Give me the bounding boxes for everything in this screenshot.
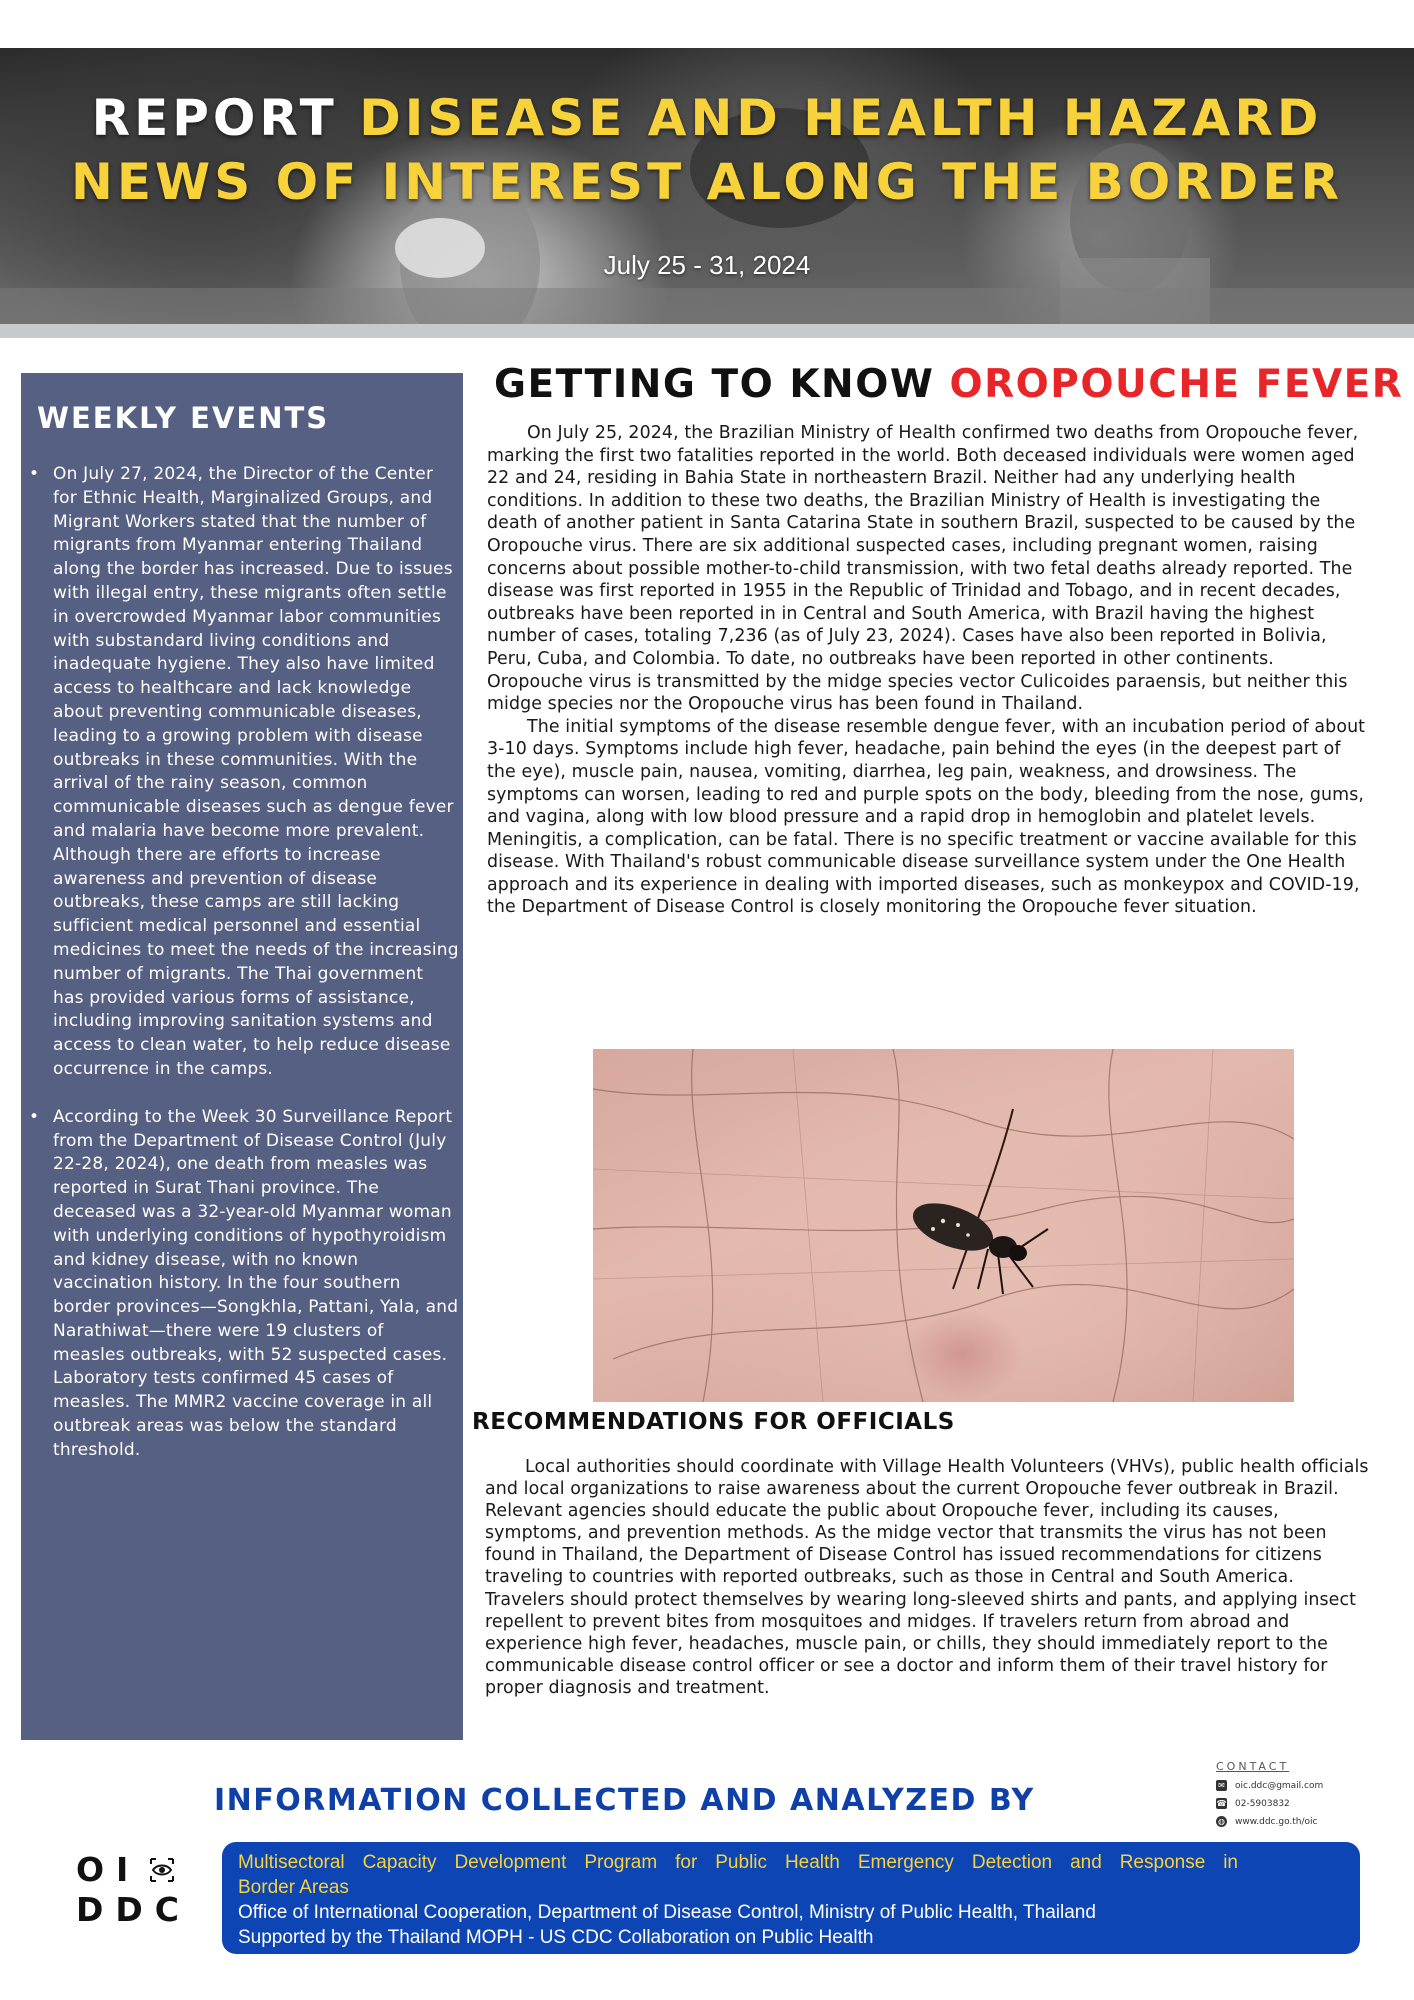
contact-block bbox=[1216, 1760, 1386, 1827]
weekly-events-heading: WEEKLY EVENTS bbox=[37, 401, 330, 435]
list-item: • According to the Week 30 Surveillance Report from the Department of Disease Control (July 22-28, 2024), one death from measles was reported in Surat Thani province. The deceased was a 32-year-old Myanmar woman with underlying conditions of hypothyroidism and kidney disease, with no known vaccination history. In the four southern border provinces—Songkhla, Pattani, Yala, and Narathiwat—there were 19 clusters of measles outbreaks, with 52 suspected cases. Laboratory tests confirmed 45 cases of measles. The MMR2 vaccine coverage in all outbreak areas was below the standard threshold. bbox=[29, 1106, 459, 1460]
contact-email-row bbox=[1216, 1780, 1386, 1791]
support-line: Supported by the Thailand MOPH - US CDC Collaboration on Public Health bbox=[238, 1927, 874, 1948]
program-name-line2: Border Areas bbox=[238, 1877, 349, 1898]
midge-illustration bbox=[593, 1049, 1294, 1402]
article-paragraph: On July 25, 2024, the Brazilian Ministry of Health confirmed two deaths from Oropouche fever, marking the first two fatalities reported in the world. Both deceased individuals were women aged 22 and 24, residing in Bahia State in northeastern Brazil. Neither had any underlying health conditions. In addition to these two deaths, the Brazilian Ministry of Health is investigating the death of another patient in Santa Catarina State in southern Brazil, suspected to be caused by the Oropouche virus. There are six additional suspected cases, including pregnant women, raising concerns about possible mother-to-child transmission, with two fetal deaths already reported. The disease was first reported in 1955 in the Republic of Trinidad and Tobago, and in recent decades, outbreaks have been reported in in Central and South America, with Brazil having the highest number of cases, totaling 7,236 (as of July 23, 2024). Cases have also been reported in Bolivia, Peru, Cuba, and Colombia. To date, no outbreaks have been reported in other continents. Oropouche virus is transmitted by the midge species vector Culicoides paraensis, but neither this midge species nor the Oropouche virus has been found in Thailand. bbox=[487, 423, 1359, 715]
logo-text-top: OI bbox=[76, 1850, 141, 1889]
recommendations-paragraph: Local authorities should coordinate with Village Health Volunteers (VHVs), public health officials and local organizations to raise awareness about the current Oropouche fever outbreak in Brazil. Relevant agencies should educate the public about Oropouche fever, including its causes, symptoms, and prevention methods. As the midge vector that transmits the virus has not been found in Thailand, the Department of Disease Control has issued recommendations for citizens traveling to countries with reported outbreaks, such as those in Central and South America. Travelers should protect themselves by wearing long-sleeved shirts and pants, and applying insect repellent to prevent bites from mosquitoes and midges. If travelers return from abroad and experience high fever, headaches, muscle pain, or chills, they should immediately report to the communicable disease control officer or see a doctor and inform them of their travel history for proper diagnosis and treatment. bbox=[485, 1457, 1369, 1698]
article-title: GETTING TO KNOW OROPOUCHE FEVER bbox=[494, 362, 1404, 407]
recommendations-body bbox=[485, 1456, 1371, 1699]
weekly-events-list bbox=[21, 463, 463, 1487]
report-date: July 25 - 31, 2024 bbox=[603, 250, 811, 280]
report-title: REPORT DISEASE AND HEALTH HAZARD NEWS OF INTEREST ALONG THE BORDER bbox=[71, 89, 1343, 211]
office-line: Office of International Cooperation, Department of Disease Control, Ministry of Public Health, Thailand bbox=[238, 1902, 1096, 1923]
top-margin bbox=[0, 0, 1414, 48]
bullet-icon: • bbox=[29, 1106, 40, 1127]
program-info-box bbox=[222, 1842, 1360, 1954]
logo-text-bottom: DDC bbox=[76, 1890, 192, 1929]
header-banner bbox=[0, 48, 1414, 324]
article-paragraph: The initial symptoms of the disease resemble dengue fever, with an incubation period of about 3-10 days. Symptoms include high fever, headache, pain behind the eyes (in the deepest part of the eye), muscle pain, nausea, vomiting, diarrhea, leg pain, weakness, and drowsiness. The symptoms can worsen, leading to red and purple spots on the body, bleeding from the nose, gums, and vagina, along with low blood pressure and a rapid drop in hemoglobin and platelet levels. Meningitis, a complication, can be fatal. There is no specific treatment or vaccine available for this disease. With Thailand's robust communicable disease surveillance system under the One Health approach and its experience in dealing with imported diseases, such as monkeypox and COVID-19, the Department of Disease Control is closely monitoring the Oropouche fever situation. bbox=[487, 716, 1366, 918]
program-name-line1: Multisectoral Capacity Development Program for Public Health Emergency Detection and Response in bbox=[238, 1852, 1238, 1873]
weekly-events-panel bbox=[21, 373, 463, 1740]
banner-divider bbox=[0, 324, 1414, 338]
phone-icon: ☎ bbox=[1216, 1799, 1227, 1808]
footer-heading: INFORMATION COLLECTED AND ANALYZED BY bbox=[214, 1783, 1035, 1818]
globe-icon: ◍ bbox=[1216, 1816, 1227, 1827]
article-body bbox=[487, 422, 1375, 919]
bullet-icon: • bbox=[29, 464, 40, 484]
midge-photo bbox=[593, 1049, 1294, 1402]
contact-phone: 02-5903832 bbox=[1235, 1798, 1290, 1809]
contact-website[interactable]: www.ddc.go.th/oic bbox=[1235, 1816, 1318, 1827]
mail-icon: ✉ bbox=[1216, 1780, 1227, 1791]
list-item: • On July 27, 2024, the Director of the Center for Ethnic Health, Marginalized Groups, and Migrant Workers stated that the number of migrants from Myanmar entering Thailand along the border has increased. Due to issues with illegal entry, these migrants often settle in overcrowded Myanmar labor communities with substandard living conditions and inadequate hygiene. They also have limited access to healthcare and lack knowledge about preventing communicable diseases, leading to a growing problem with disease outbreaks in these communities. With the arrival of the rainy season, common communicable diseases such as dengue fever and malaria have become more prevalent. Although there are efforts to increase awareness and prevention of disease outbreaks, these camps are still lacking sufficient medical personnel and essential medicines to meet the needs of the increasing number of migrants. The Thai government has provided various forms of assistance, including improving sanitation systems and access to clean water, to help reduce disease occurrence in the camps. bbox=[29, 464, 459, 1079]
recommendations-heading: RECOMMENDATIONS FOR OFFICIALS bbox=[472, 1409, 955, 1435]
eye-icon bbox=[148, 1856, 176, 1884]
contact-email[interactable]: oic.ddc@gmail.com bbox=[1235, 1780, 1324, 1791]
contact-label: CONTACT bbox=[1216, 1760, 1290, 1773]
contact-phone-row bbox=[1216, 1798, 1386, 1809]
contact-web-row bbox=[1216, 1816, 1386, 1827]
oic-ddc-logo bbox=[76, 1850, 192, 1930]
